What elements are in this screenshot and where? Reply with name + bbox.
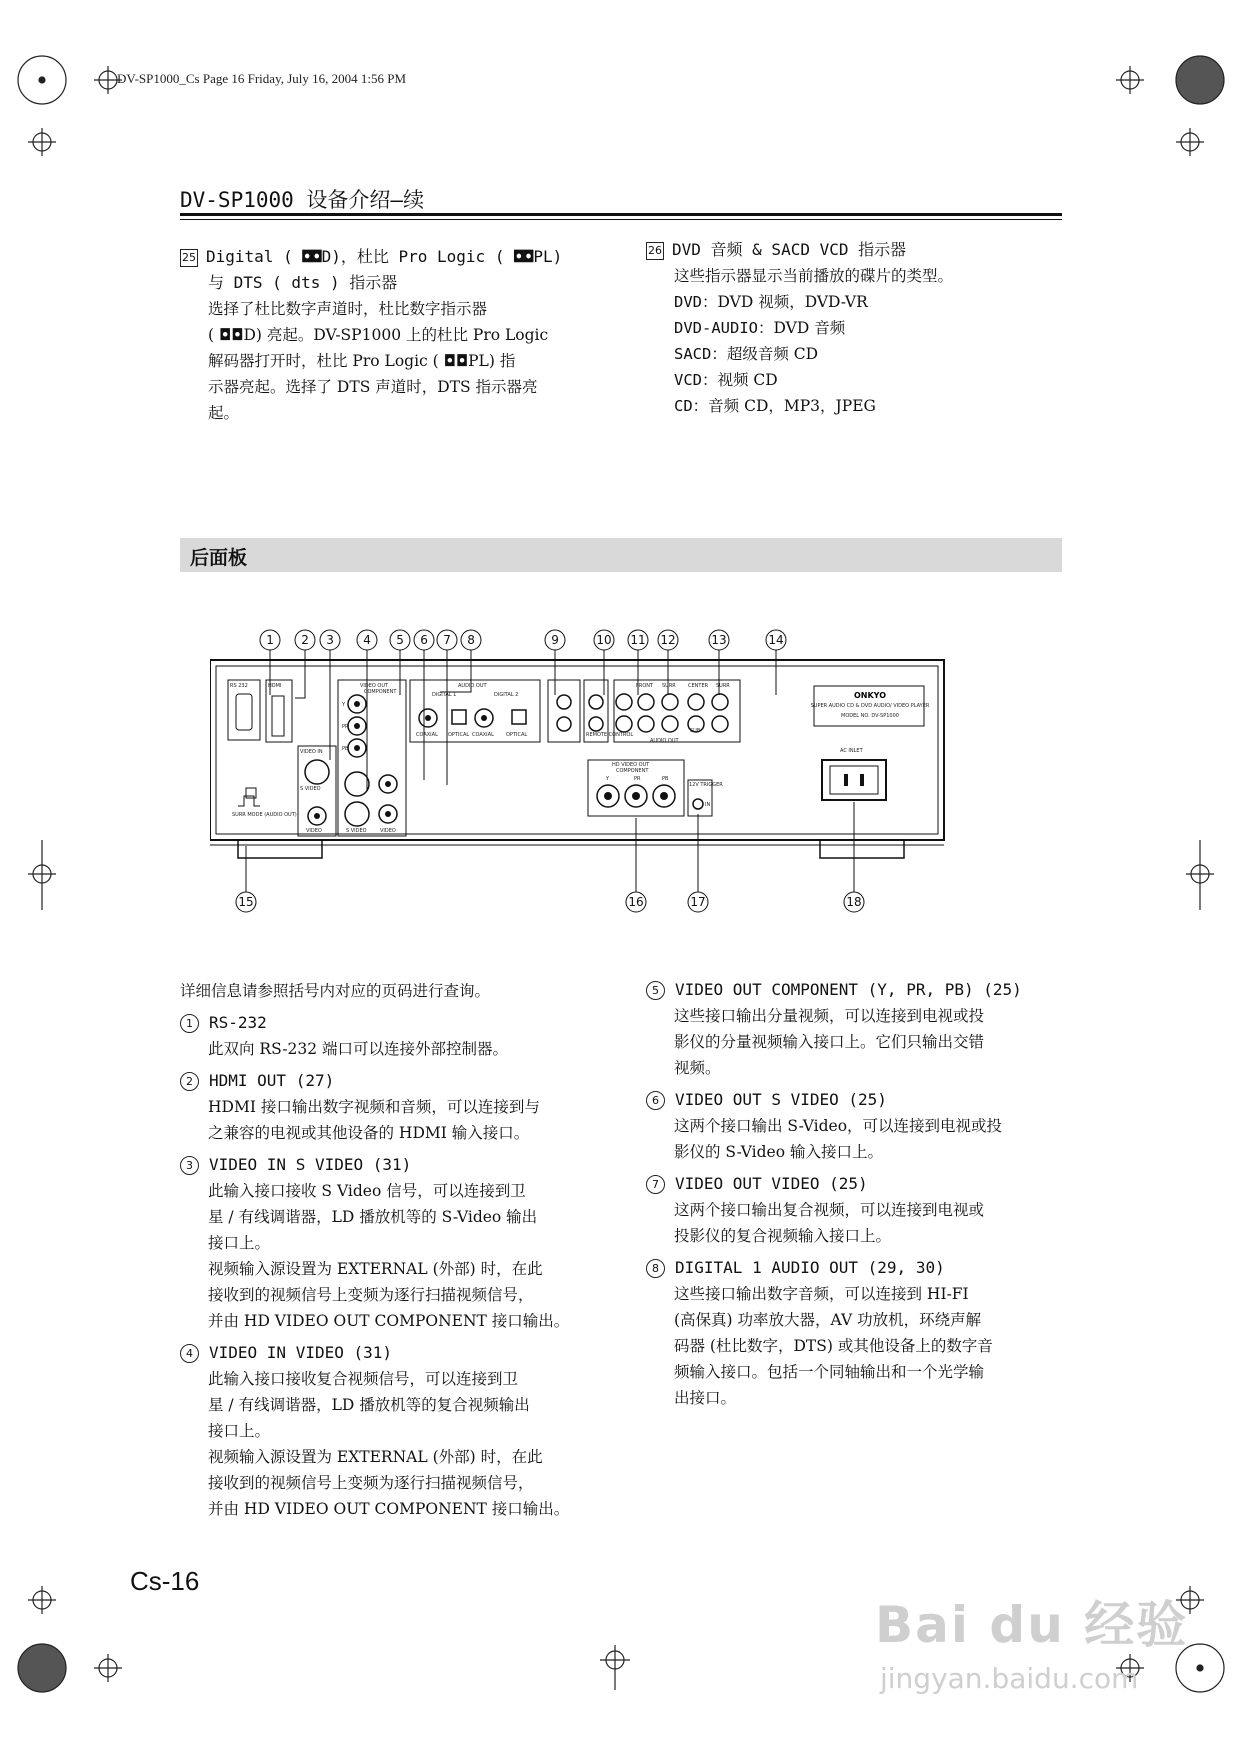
callouts-top: [260, 630, 786, 650]
callout-10: 10: [596, 633, 612, 647]
svg-text:12V TRIGGER: 12V TRIGGER: [689, 782, 723, 788]
svg-text:Y: Y: [606, 776, 610, 782]
svg-text:AUDIO OUT: AUDIO OUT: [650, 738, 679, 744]
callout-4: 4: [363, 633, 371, 647]
left-column: [180, 1010, 600, 1522]
header-rule-thin: [180, 219, 1062, 220]
item-body: 选择了杜比数字声道时，杜比数字指示器 ( ◘◘D) 亮起。DV-SP1000 上的杜比 Pro Logic 解码器打开时，杜比 Pro Logic ( ◘◘PL) 指 示器亮起。选择了 DTS 声道时，DTS 指示器亮 起。: [208, 300, 549, 422]
svg-text:OPTICAL: OPTICAL: [448, 732, 470, 738]
svg-text:PB: PB: [342, 746, 349, 752]
svg-text:FRONT: FRONT: [636, 683, 654, 689]
callout-2: 2: [301, 633, 309, 647]
callout-1: 1: [266, 633, 274, 647]
svg-text:DIGITAL 2: DIGITAL 2: [494, 692, 519, 698]
svg-text:COAXIAL: COAXIAL: [416, 732, 438, 738]
callout-7: 7: [443, 633, 451, 647]
item-25: [180, 244, 600, 426]
section-title: 后面板: [190, 547, 248, 569]
callout-8: 8: [467, 633, 475, 647]
right-column: [646, 977, 1066, 1411]
callout-12: 12: [660, 633, 676, 647]
svg-text:COAXIAL: COAXIAL: [472, 732, 494, 738]
callout-15: 15: [238, 895, 254, 909]
svg-text:PB: PB: [662, 776, 669, 782]
item-8: 8 DIGITAL 1 AUDIO OUT (29, 30) 这些接口输出数字音频，可以连接到 HI-FI (高保真) 功率放大器，AV 功放机，环绕声解 码器 (杜比数字，DTS) 或其他设备上的数字音 频输入接口。包括一个同轴输出和一个光学输 出接口。: [646, 1255, 1066, 1411]
svg-text:CENTER: CENTER: [688, 683, 709, 689]
svg-text:SURR MODE (AUDIO OUT): SURR MODE (AUDIO OUT): [232, 812, 297, 818]
svg-text:VIDEO IN: VIDEO IN: [300, 749, 323, 755]
svg-text:IN: IN: [705, 802, 711, 808]
svg-text:HDMI: HDMI: [268, 683, 282, 689]
item-7: 7 VIDEO OUT VIDEO (25) 这两个接口输出复合视频，可以连接到电视或 投影仪的复合视频输入接口上。: [646, 1171, 1066, 1249]
rear-panel-diagram: [210, 620, 1040, 950]
item-title: Digital ( ◘◘D)，杜比 Pro Logic ( ◘◘PL): [206, 247, 563, 266]
svg-text:S VIDEO: S VIDEO: [346, 828, 367, 834]
header-rule: [180, 213, 1062, 216]
item-body: 这些指示器显示当前播放的碟片的类型。 DVD：DVD 视频，DVD-VR DVD-AUDIO：DVD 音频 SACD：超级音频 CD VCD：视频 CD CD：音频 CD，MP3，JPEG: [674, 267, 954, 415]
svg-text:COMPONENT: COMPONENT: [616, 768, 649, 774]
svg-text:Y: Y: [342, 702, 346, 708]
svg-text:PR: PR: [634, 776, 641, 782]
svg-text:MODEL NO. DV-SP1000: MODEL NO. DV-SP1000: [841, 713, 899, 719]
svg-text:ONKYO: ONKYO: [853, 691, 887, 700]
callout-3: 3: [326, 633, 334, 647]
print-slug: DV-SP1000_Cs Page 16 Friday, July 16, 2004 1:56 PM: [117, 71, 407, 86]
svg-text:RS 232: RS 232: [230, 683, 248, 689]
digital-audio-panel: [410, 680, 540, 742]
item-3: 3 VIDEO IN S VIDEO (31) 此输入接口接收 S Video 信号，可以连接到卫 星 / 有线调谐器，LD 播放机等的 S-Video 输出 接口上。 视频输入源设置为 EXTERNAL (外部) 时，在此 接收到的视频信号上变频为逐行扫描视频信号， 并由 HD VIDEO OUT COMPONENT 接口输出。: [180, 1152, 600, 1334]
svg-text:COMPONENT: COMPONENT: [364, 689, 397, 695]
watermark-url: jingyan.baidu.com: [880, 1662, 1139, 1695]
remote-control-panel: [548, 680, 633, 742]
svg-text:DIGITAL 1: DIGITAL 1: [432, 692, 457, 698]
surr-mode-switch: [232, 788, 297, 818]
item-1: 1 RS-232 此双向 RS-232 端口可以连接外部控制器。: [180, 1010, 600, 1062]
svg-text:REMOTE CONTROL: REMOTE CONTROL: [586, 732, 634, 738]
intro-text: 详细信息请参照括号内对应的页码进行查询。: [180, 982, 491, 1000]
rs232-port: [228, 680, 260, 740]
svg-text:AC INLET: AC INLET: [840, 748, 863, 754]
callout-14: 14: [768, 633, 784, 647]
svg-text:VIDEO OUT: VIDEO OUT: [360, 683, 389, 689]
svg-text:OPTICAL: OPTICAL: [506, 732, 528, 738]
svg-text:SUPER AUDIO CD & DVD AUDIO/ VI: SUPER AUDIO CD & DVD AUDIO/ VIDEO PLAYER: [810, 703, 930, 709]
item-26: [646, 237, 1066, 419]
svg-text:SURR: SURR: [716, 683, 730, 689]
trigger-panel: [688, 780, 723, 816]
svg-text:HD VIDEO OUT: HD VIDEO OUT: [612, 762, 650, 768]
hd-video-out-panel: [588, 760, 684, 816]
svg-text:PR: PR: [342, 724, 349, 730]
svg-text:SUB: SUB: [690, 728, 701, 734]
video-out-panel: [338, 680, 406, 836]
item-5: 5 VIDEO OUT COMPONENT (Y, PR, PB) (25) 这些接口输出分量视频，可以连接到电视或投 影仪的分量视频输入接口上。它们只输出交错 视频。: [646, 977, 1066, 1081]
callout-13: 13: [711, 633, 727, 647]
svg-text:SURR: SURR: [662, 683, 676, 689]
item-number: 26: [646, 242, 664, 260]
svg-text:S VIDEO: S VIDEO: [300, 786, 321, 792]
callouts-bottom: [236, 892, 864, 912]
callout-11: 11: [630, 633, 646, 647]
ac-inlet: [822, 748, 886, 800]
svg-text:VIDEO: VIDEO: [380, 828, 396, 834]
svg-text:VIDEO: VIDEO: [306, 828, 322, 834]
watermark-brand: Bai du 经验: [875, 1596, 1189, 1654]
page-title: DV-SP1000 设备介绍—续: [180, 188, 425, 212]
item-2: 2 HDMI OUT (27) HDMI 接口输出数字视频和音频，可以连接到与 之兼容的电视或其他设备的 HDMI 输入接口。: [180, 1068, 600, 1146]
item-number: 25: [180, 249, 198, 267]
item-6: 6 VIDEO OUT S VIDEO (25) 这两个接口输出 S-Video，可以连接到电视或投 影仪的 S-Video 输入接口上。: [646, 1087, 1066, 1165]
section-bar: [180, 538, 1062, 572]
item-title-cont: 与 DTS ( dts ) 指示器: [208, 273, 398, 292]
item-title: DVD 音频 & SACD VCD 指示器: [672, 240, 907, 259]
callout-9: 9: [551, 633, 559, 647]
callout-16: 16: [628, 895, 644, 909]
svg-text:AUDIO OUT: AUDIO OUT: [458, 683, 487, 689]
item-4: 4 VIDEO IN VIDEO (31) 此输入接口接收复合视频信号，可以连接到卫 星 / 有线调谐器，LD 播放机等的复合视频输出 接口上。 视频输入源设置为 EXTERNAL (外部) 时，在此 接收到的视频信号上变频为逐行扫描视频信号， 并由 HD VIDEO OUT COMPONENT 接口输出。: [180, 1340, 600, 1522]
callout-6: 6: [420, 633, 428, 647]
callout-5: 5: [396, 633, 404, 647]
page-number: Cs-16: [130, 1566, 200, 1596]
brand-plate: [811, 686, 930, 726]
callout-18: 18: [846, 895, 862, 909]
callout-17: 17: [690, 895, 706, 909]
